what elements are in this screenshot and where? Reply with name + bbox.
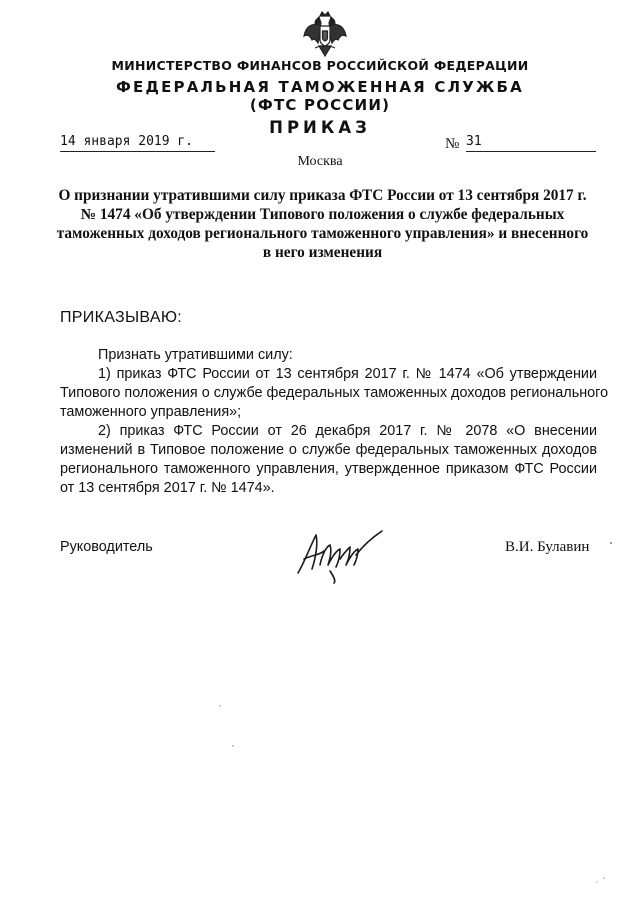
signatory-name: В.И. Булавин (505, 539, 590, 555)
handwritten-signature-icon (290, 525, 390, 585)
title-line: № 1474 «Об утверждении Типового положения о службе федеральных (80, 206, 565, 223)
item2-line: изменений в Типовое положение о службе федеральных таможенных доходов (60, 442, 597, 458)
order-number-label: № (445, 136, 460, 152)
item1-line: таможенного управления»; (60, 404, 242, 420)
item1-line: Типового положения о службе федеральных таможенных доходов регионального (60, 385, 609, 401)
body-intro: Признать утратившими силу: (98, 347, 293, 363)
service-heading: ФЕДЕРАЛЬНАЯ ТАМОЖЕННАЯ СЛУЖБА (115, 78, 524, 96)
item2-line: от 13 сентября 2017 г. № 1474». (60, 480, 275, 496)
ministry-heading: МИНИСТЕРСТВО ФИНАНСОВ РОССИЙСКОЙ ФЕДЕРАЦИИ (111, 58, 529, 73)
order-number: 31 (466, 134, 596, 152)
service-short-name: (ФТС РОССИИ) (249, 96, 391, 114)
item1-line: 1) приказ ФТС России от 13 сентября 2017 г. № 1474 «Об утверждении (98, 366, 597, 382)
item2-line: регионального таможенного управления, утвержденное приказом ФТС России (60, 461, 597, 477)
order-body (60, 346, 609, 498)
signatory-role: Руководитель (60, 539, 153, 555)
title-line: в него изменения (262, 244, 383, 261)
order-date: 14 января 2019 г. (60, 134, 215, 152)
title-line: О признании утратившими силу приказа ФТС России от 13 сентября 2017 г. (58, 187, 587, 204)
city: Москва (297, 154, 343, 169)
decree-word: ПРИКАЗЫВАЮ: (60, 309, 183, 326)
russian-coat-of-arms-icon (302, 10, 348, 60)
title-line: таможенных доходов регионального таможенного управления» и внесенного (56, 225, 589, 242)
document-type: ПРИКАЗ (269, 118, 371, 137)
order-title (50, 186, 595, 262)
item2-line: 2) приказ ФТС России от 26 декабря 2017 г. № 2078 «О внесении (98, 423, 597, 439)
